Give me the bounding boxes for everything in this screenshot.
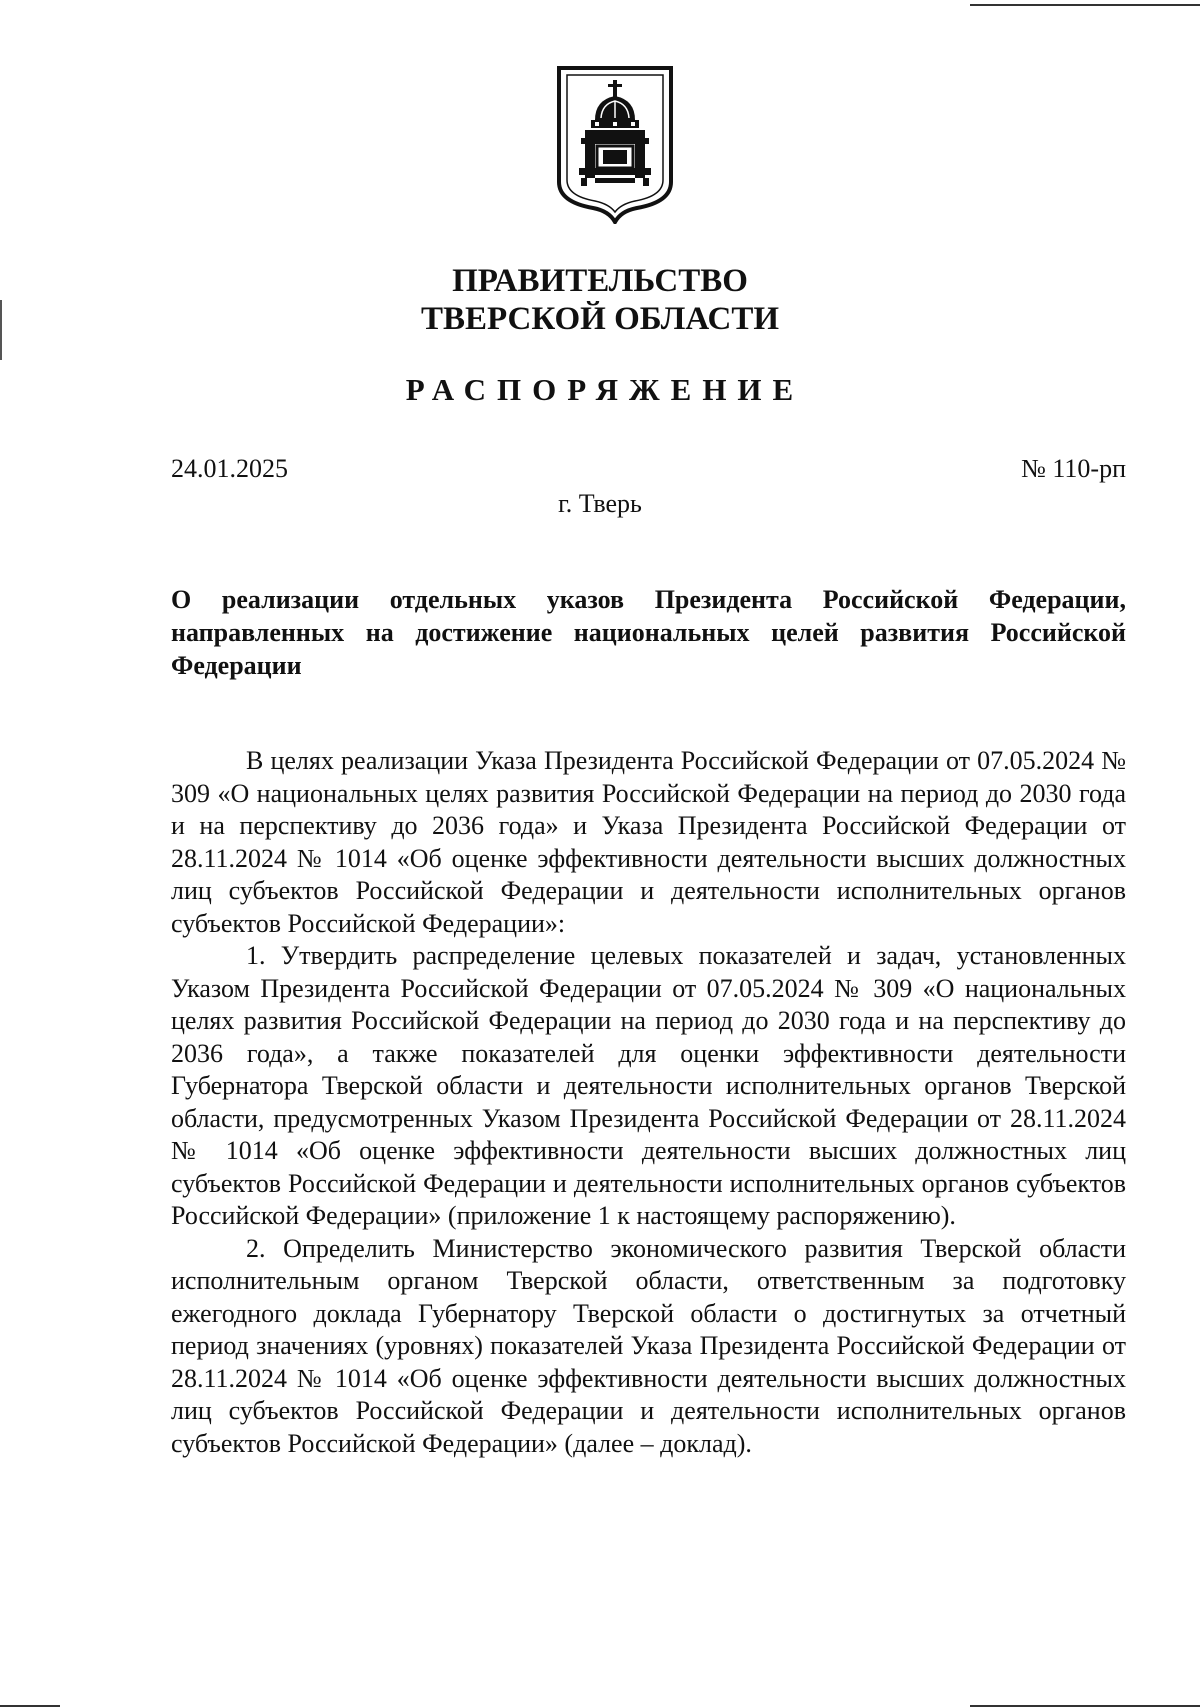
scan-border-line: [970, 4, 1200, 6]
document-title: О реализации отдельных указов Президента Российской Федерации, направленных на достижение национальных целей развития Российской Федерации: [171, 585, 1126, 680]
tver-region-coat-of-arms-icon: [555, 62, 675, 224]
organization-name-line-1: ПРАВИТЕЛЬСТВО: [452, 263, 748, 299]
organization-name: [0, 262, 1200, 338]
document-type: РАСПОРЯЖЕНИЕ: [405, 372, 805, 407]
body-paragraph: В целях реализации Указа Президента Российской Федерации от 07.05.2024 № 309 «О национальных целях развития Российской Федерации на период до 2030 года и на перспективу до 2036 года» и Указа Президента Российской Федерации от 28.11.2024 № 1014 «Об оценке эффективности деятельности высших должностных лиц субъектов Российской Федерации и деятельности исполнительных органов субъектов Российской Федерации»:: [171, 746, 1126, 938]
document-place: г. Тверь: [558, 489, 642, 518]
document-body: [171, 745, 1126, 1460]
body-paragraph: 1. Утвердить распределение целевых показателей и задач, установленных Указом Президента Российской Федерации от 07.05.2024 № 309 «О национальных целях развития Российской Федерации на период до 2030 года и на перспективу до 2036 года», а также показателей для оценки эффективности деятельности Губернатора Тверской области и деятельности исполнительных органов Тверской области, предусмотренных Указом Президента Российской Федерации от 28.11.2024 № 1014 «Об оценке эффективности деятельности высших должностных лиц субъектов Российской Федерации и деятельности исполнительных органов субъектов Российской Федерации» (приложение 1 к настоящему распоряжению).: [171, 941, 1126, 1230]
organization-name-line-2: ТВЕРСКОЙ ОБЛАСТИ: [420, 301, 780, 337]
document-number: № 110-рп: [1021, 454, 1126, 483]
document-date: 24.01.2025: [171, 454, 288, 483]
body-paragraph: 2. Определить Министерство экономического развития Тверской области исполнительным органом Тверской области, ответственным за подготовку ежегодного доклада Губернатору Тверской области о достигнутых за отчетный период значениях (уровнях) показателей Указа Президента Российской Федерации от 28.11.2024 № 1014 «Об оценке эффективности деятельности высших должностных лиц субъектов Российской Федерации и деятельности исполнительных органов субъектов Российской Федерации» (далее – доклад).: [171, 1233, 1126, 1458]
